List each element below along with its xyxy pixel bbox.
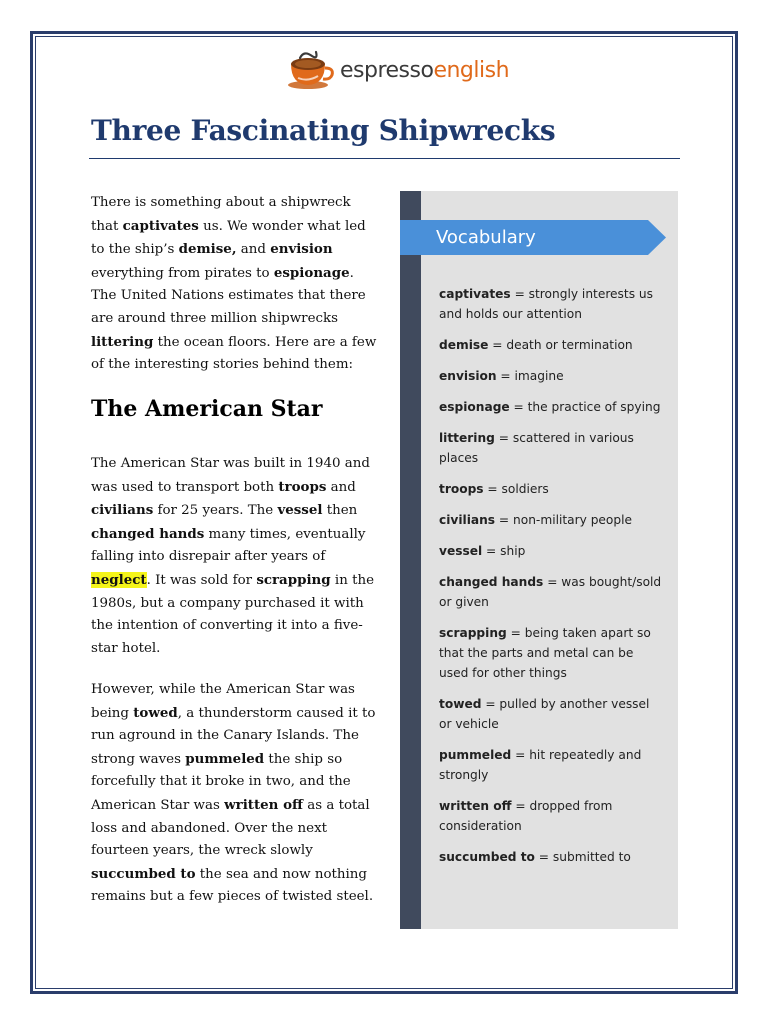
vocabulary-item (439, 284, 665, 324)
vocabulary-definition: scattered in various places (439, 431, 634, 465)
vocabulary-separator: = (511, 799, 530, 813)
body-paragraph-2 (91, 679, 381, 909)
vocabulary-heading: Vocabulary (436, 227, 536, 248)
intro-run-5: envision (270, 241, 333, 258)
para2-run-0: However, while the American Star was being (91, 682, 355, 721)
vocabulary-panel-sidebar (400, 191, 421, 929)
intro-run-4: and (236, 242, 271, 258)
para2-run-2: , a thunderstorm caused it to run aground in the Canary Islands. The strong waves (91, 705, 376, 767)
para1-run-2: and (326, 479, 356, 495)
para2-run-5: written off (224, 796, 303, 813)
section-heading: The American Star (91, 396, 323, 422)
vocabulary-item (439, 479, 665, 499)
para1-run-5: vessel (277, 502, 323, 519)
vocabulary-item (439, 510, 665, 530)
vocabulary-definition: pulled by another vessel or vehicle (439, 697, 650, 731)
para2-run-4: the ship so forcefully that it broke in two, and the American Star was (91, 751, 351, 813)
espresso-english-logo (286, 50, 509, 92)
vocabulary-item (439, 745, 665, 785)
para2-run-6: as a total loss and abandoned. Over the next fourteen years, the wreck slowly (91, 797, 370, 859)
para1-run-4: for 25 years. The (153, 503, 278, 519)
vocabulary-term: towed (439, 697, 482, 711)
vocabulary-item (439, 694, 665, 734)
para2-run-1: towed (133, 704, 178, 721)
vocabulary-term: scrapping (439, 626, 507, 640)
coffee-cup-icon (286, 50, 336, 92)
vocabulary-item (439, 541, 665, 561)
para1-run-7: changed hands (91, 525, 205, 542)
intro-text (91, 192, 381, 377)
vocabulary-separator: = (510, 287, 529, 301)
vocabulary-separator: = (509, 400, 528, 414)
vocabulary-separator: = (534, 850, 553, 864)
para1-highlighted-term: neglect (91, 571, 147, 588)
vocabulary-definition: was bought/sold or given (439, 575, 662, 609)
vocabulary-definition: death or termination (506, 338, 633, 352)
para2-run-3: pummeled (185, 750, 265, 767)
vocabulary-definition: being taken apart so that the parts and metal can be used for other things (439, 626, 651, 680)
vocabulary-definition: strongly interests us and holds our attention (439, 287, 653, 321)
para1-run-11: scrapping (256, 571, 331, 588)
para1-run-0: The American Star was built in 1940 and was used to transport both (91, 456, 370, 495)
vocabulary-item (439, 572, 665, 612)
para1-run-8: many times, eventually falling into disrepair after years of (91, 526, 366, 565)
vocabulary-definition: hit repeatedly and strongly (439, 748, 642, 782)
vocabulary-separator: = (506, 626, 525, 640)
intro-run-7: espionage (273, 264, 350, 281)
intro-run-3: demise, (178, 241, 237, 258)
intro-paragraph (91, 192, 381, 377)
para1-run-12: in the 1980s, but a company purchased it with the intention of converting it into a five-star hotel. (91, 572, 375, 656)
vocabulary-definition: the practice of spying (527, 400, 661, 414)
vocabulary-separator: = (511, 748, 530, 762)
vocabulary-term: changed hands (439, 575, 544, 589)
vocabulary-separator: = (481, 697, 500, 711)
vocabulary-separator: = (488, 338, 507, 352)
body-paragraph-1 (91, 453, 381, 660)
vocabulary-item (439, 847, 665, 867)
logo-wordmark (340, 60, 509, 82)
title-divider (89, 158, 680, 159)
vocabulary-item (439, 623, 665, 683)
paragraph-2-text (91, 679, 381, 909)
vocabulary-term: envision (439, 369, 497, 383)
vocabulary-separator: = (483, 482, 502, 496)
page-title: Three Fascinating Shipwrecks (91, 114, 556, 147)
intro-run-1: captivates (122, 217, 199, 234)
paragraph-1-text (91, 453, 381, 660)
intro-run-10: the ocean floors. Here are a few of the interesting stories behind them: (91, 334, 377, 373)
vocabulary-definition: imagine (514, 369, 564, 383)
vocabulary-separator: = (496, 369, 515, 383)
para1-run-10: . It was sold for (146, 572, 257, 588)
intro-run-0: There is something about a shipwreck that (91, 195, 351, 234)
para2-run-8: the sea and now nothing remains but a few pieces of twisted steel. (91, 866, 374, 905)
vocabulary-item (439, 428, 665, 468)
logo-wordmark-part2: english (433, 58, 510, 83)
vocabulary-definition: non-military people (513, 513, 633, 527)
intro-run-2: us. We wonder what led to the ship’s (91, 218, 366, 258)
vocabulary-definition: ship (500, 544, 526, 558)
vocabulary-list (439, 284, 665, 878)
vocabulary-definition: dropped from consideration (439, 799, 613, 833)
vocabulary-term: succumbed to (439, 850, 535, 864)
vocabulary-item (439, 366, 665, 386)
intro-run-9: littering (91, 333, 154, 350)
para2-run-7: succumbed to (91, 865, 196, 882)
vocabulary-term: civilians (439, 513, 496, 527)
vocabulary-term: captivates (439, 287, 511, 301)
vocabulary-separator: = (482, 544, 501, 558)
intro-run-8: . The United Nations estimates that there are around three million shipwrecks (91, 265, 366, 326)
vocabulary-term: espionage (439, 400, 510, 414)
logo-wordmark-part1: espresso (340, 58, 434, 83)
vocabulary-separator: = (543, 575, 562, 589)
vocabulary-separator: = (494, 431, 513, 445)
vocabulary-term: littering (439, 431, 495, 445)
vocabulary-item (439, 397, 665, 417)
vocabulary-term: demise (439, 338, 489, 352)
vocabulary-definition: submitted to (552, 850, 631, 864)
vocabulary-term: vessel (439, 544, 483, 558)
vocabulary-item (439, 796, 665, 836)
vocabulary-term: pummeled (439, 748, 512, 762)
vocabulary-term: troops (439, 482, 484, 496)
para1-run-6: then (322, 503, 358, 519)
para1-run-1: troops (278, 478, 327, 495)
vocabulary-definition: soldiers (501, 482, 549, 496)
para1-run-3: civilians (91, 502, 154, 519)
vocabulary-item (439, 335, 665, 355)
vocabulary-term: written off (439, 799, 512, 813)
vocabulary-separator: = (495, 513, 514, 527)
intro-run-6: everything from pirates to (91, 265, 274, 281)
